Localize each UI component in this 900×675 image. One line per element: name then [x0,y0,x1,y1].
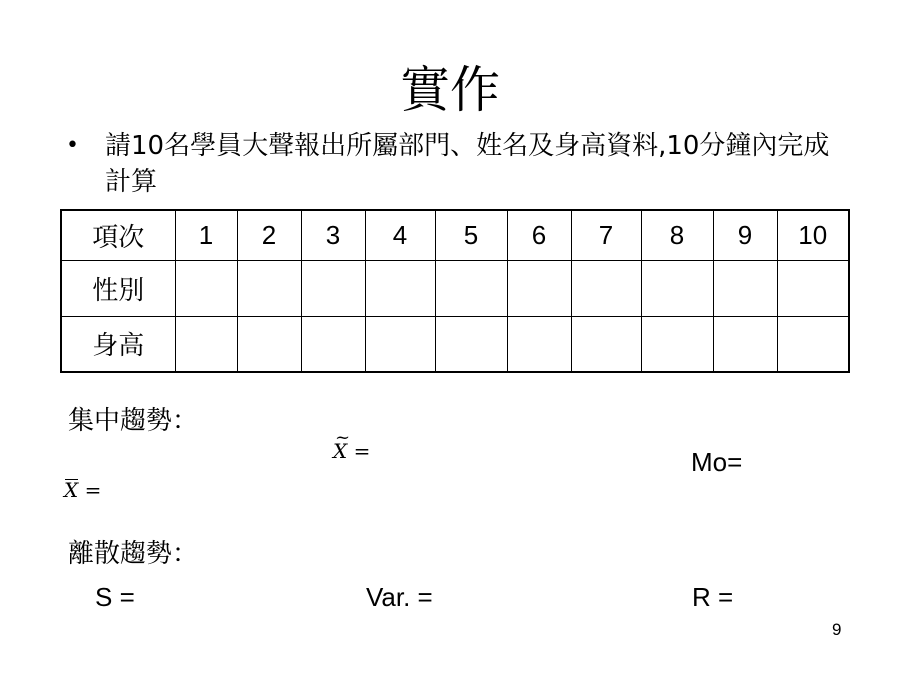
table-cell [571,316,641,372]
table-header-row [61,210,849,260]
column-header-cell: 4 [365,210,435,260]
table-row [61,260,849,316]
column-header-cell: 1 [175,210,237,260]
table-cell [175,316,237,372]
table-cell [237,260,301,316]
central-tendency-heading: 集中趨勢： [68,406,199,436]
table-cell [777,260,849,316]
variance-label: Var. = [366,582,433,612]
column-header-cell: 10 [777,210,849,260]
median-symbol: ~ X [333,439,347,463]
table-cell [175,260,237,316]
bullet-icon: • [66,133,79,158]
standard-deviation-label: S = [95,582,135,612]
column-header-cell: 5 [435,210,507,260]
table-cell [237,316,301,372]
range-label: R = [692,582,734,612]
column-header-cell: 2 [237,210,301,260]
table-cell [641,316,713,372]
table-cell [435,316,507,372]
page-number: 9 [832,620,842,639]
table-cell [435,260,507,316]
column-header-cell: 9 [713,210,777,260]
median-formula [333,438,370,464]
row-label-height: 身高 [61,316,175,372]
column-header-cell: 7 [571,210,641,260]
dispersion-heading: 離散趨勢： [68,539,199,569]
slide-title: 實作 [400,61,500,119]
table-cell [301,260,365,316]
table-cell [641,260,713,316]
table-cell [301,316,365,372]
intro-text: 請10名學員大聲報出所屬部門、姓名及身高資料,10分鐘內完成計算 [105,131,830,197]
data-table [60,209,850,373]
mean-equals: = [78,478,102,502]
table-cell [713,260,777,316]
table-cell [777,316,849,372]
column-header-cell: 6 [507,210,571,260]
column-header-cell: 3 [301,210,365,260]
table-cell [713,316,777,372]
mode-label: Mo= [691,447,743,477]
table-cell [507,316,571,372]
header-label-cell: 項次 [61,210,175,260]
table-cell [365,316,435,372]
mean-symbol: X [64,478,79,502]
row-label-gender: 性別 [61,260,175,316]
table-cell [365,260,435,316]
table-cell [571,260,641,316]
mean-formula [64,477,101,503]
table-row [61,316,849,372]
median-equals: = [347,439,371,463]
column-header-cell: 8 [641,210,713,260]
table-cell [507,260,571,316]
